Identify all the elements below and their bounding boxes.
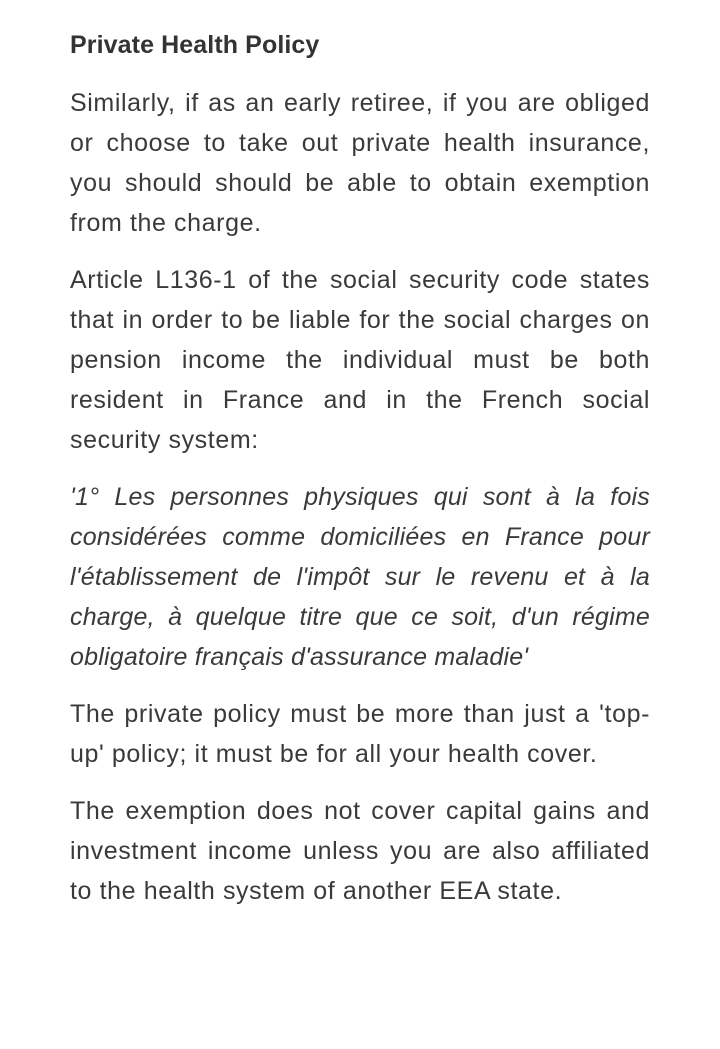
paragraph-private-insurance: Similarly, if as an early retiree, if you are obliged or choose to take out private health insurance, you should should be able to obtain exemption from the charge.	[70, 89, 650, 237]
paragraph-article-l136-1: Article L136-1 of the social security code states that in order to be liable for the social charges on pension income the individual must be both resident in France and in the French social security system:	[70, 266, 650, 454]
legal-quote: '1° Les personnes physiques qui sont à la fois considérées comme domiciliées en France pour l'établissement de l'impôt sur le revenu et à la charge, à quelque titre que ce soit, d'un régime obligatoire français d'assurance maladie'	[70, 483, 650, 671]
paragraph-exemption-scope: The exemption does not cover capital gains and investment income unless you are also affiliated to the health system of another EEA state.	[70, 797, 650, 905]
paragraph-top-up-policy: The private policy must be more than just a 'top-up' policy; it must be for all your health cover.	[70, 700, 650, 768]
section-heading: Private Health Policy	[70, 31, 320, 59]
